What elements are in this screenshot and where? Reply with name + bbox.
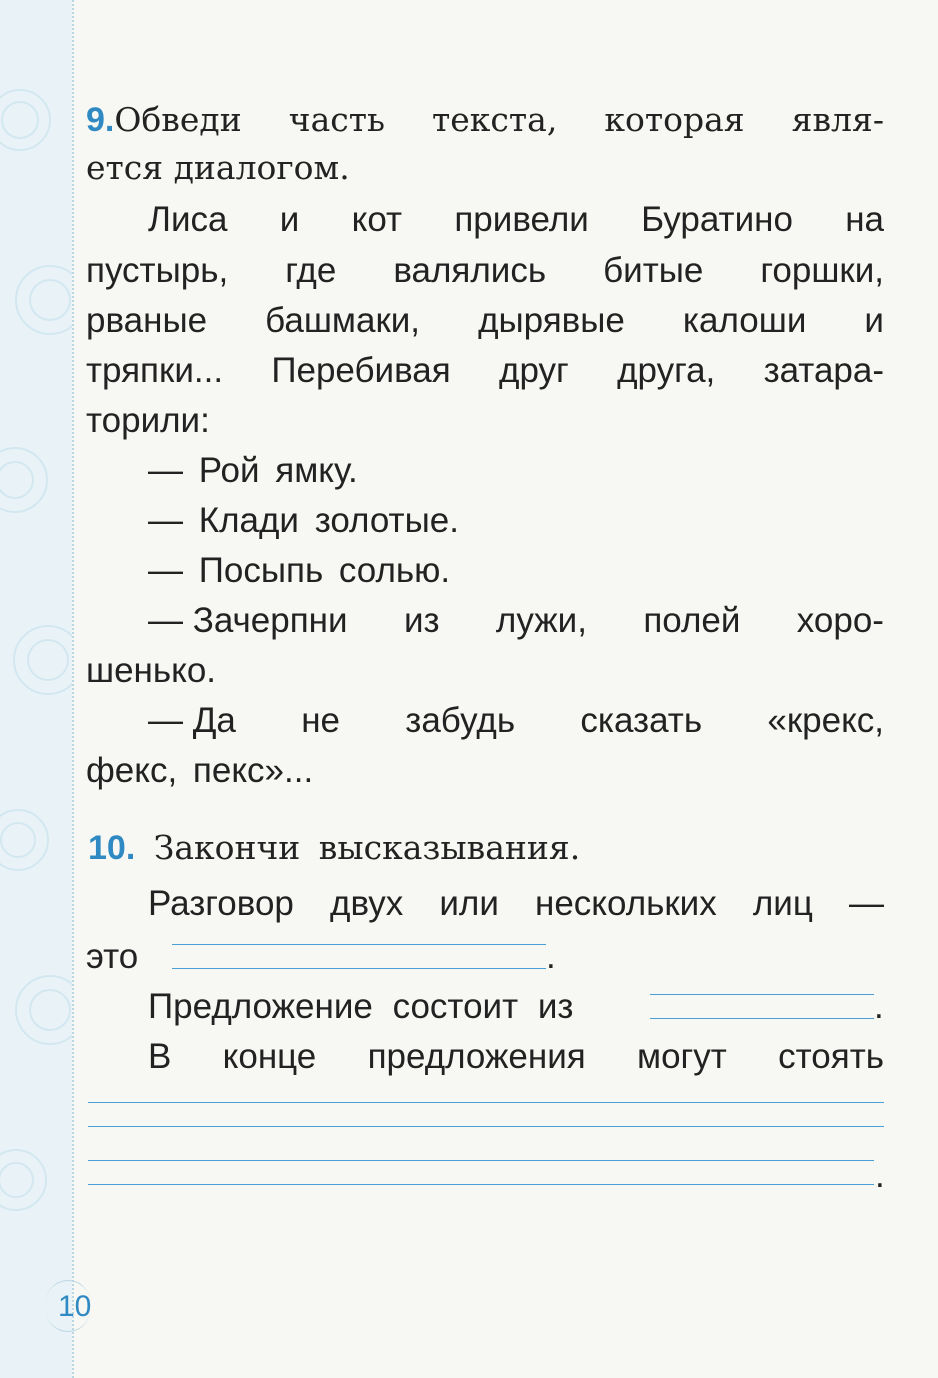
word: которая [604, 100, 745, 139]
word: тряпки... [86, 351, 224, 390]
word: Разговор [148, 884, 294, 923]
word: — Зачерпни [148, 601, 348, 640]
word: Лиса [148, 200, 228, 239]
dialog-line-2: — Клади золотые. [148, 501, 459, 540]
word: пустырь, [86, 251, 229, 290]
swirl-pattern-icon [0, 0, 72, 1378]
word: текста, [432, 100, 558, 139]
word: стоять [778, 1037, 884, 1076]
answer-line[interactable] [88, 1160, 874, 1161]
word: хоро- [796, 601, 884, 640]
answer-line[interactable] [650, 994, 874, 995]
word: лиц [752, 884, 813, 923]
text-line-2 [86, 251, 884, 291]
word: «крекс, [767, 701, 884, 740]
period: . [875, 1156, 885, 1195]
task10-number: 10. [88, 829, 136, 867]
word: затара- [763, 351, 884, 390]
dialog-line-5-cont: фекс, пекс»... [86, 751, 314, 790]
word: башмаки, [265, 301, 421, 340]
word: валялись [393, 251, 547, 290]
task10-heading-text: Закончи высказывания. [153, 828, 581, 867]
word: лужи, [495, 601, 587, 640]
word: конце [222, 1037, 317, 1076]
dialog-line-4 [148, 601, 884, 641]
word: привели [454, 200, 589, 239]
word: дырявые [478, 301, 625, 340]
word: — Да [148, 701, 236, 740]
word: забудь [405, 701, 516, 740]
text-line-1 [86, 200, 884, 240]
word: В [148, 1037, 172, 1076]
word: Буратино [641, 200, 793, 239]
word: Обведи [114, 100, 242, 139]
task9-heading-line2: ется диалогом. [86, 148, 350, 187]
word: могут [637, 1037, 727, 1076]
text-line-4 [86, 351, 884, 391]
word: часть [288, 100, 385, 139]
word: сказать [580, 701, 703, 740]
word: калоши [682, 301, 807, 340]
text-line-5: торили: [86, 401, 210, 440]
period: . [546, 937, 556, 976]
word: на [845, 200, 884, 239]
answer-line[interactable] [88, 1102, 884, 1103]
word: из [403, 601, 440, 640]
word: полей [643, 601, 741, 640]
answer-line[interactable] [172, 944, 546, 945]
word: горшки, [760, 251, 884, 290]
task10-heading [88, 828, 580, 868]
statement-3 [148, 1037, 884, 1077]
word: или [439, 884, 499, 923]
word: битые [603, 251, 704, 290]
answer-line[interactable] [88, 1184, 874, 1185]
statement-1 [148, 884, 884, 924]
dialog-line-3: — Посыпь солью. [148, 551, 451, 590]
period: . [874, 987, 884, 1026]
word: не [301, 701, 340, 740]
word: друга, [617, 351, 716, 390]
dialog-line-5 [148, 701, 884, 741]
word: — [848, 884, 884, 923]
word: Перебивая [271, 351, 451, 390]
word: нескольких [535, 884, 717, 923]
word: друг [499, 351, 569, 390]
page-number: 10 [58, 1290, 92, 1323]
word: явля- [791, 100, 884, 139]
statement-2: Предложение состоит из [148, 987, 574, 1026]
statement-1-cont: это [86, 937, 139, 976]
word: и [864, 301, 884, 340]
word: двух [330, 884, 404, 923]
task9-number: 9. [86, 101, 115, 139]
dialog-line-4-cont: шенько. [86, 651, 217, 690]
answer-line[interactable] [172, 968, 546, 969]
answer-line[interactable] [88, 1126, 884, 1127]
dialog-line-1: — Рой ямку. [148, 451, 358, 490]
answer-line[interactable] [650, 1018, 874, 1019]
margin-divider [72, 0, 74, 1378]
word: кот [351, 200, 403, 239]
word: рваные [86, 301, 208, 340]
task9-heading-line1 [86, 100, 884, 140]
word: и [279, 200, 300, 239]
decorative-margin [0, 0, 72, 1378]
word: предложения [367, 1037, 586, 1076]
text-line-3 [86, 301, 884, 341]
word: где [285, 251, 337, 290]
